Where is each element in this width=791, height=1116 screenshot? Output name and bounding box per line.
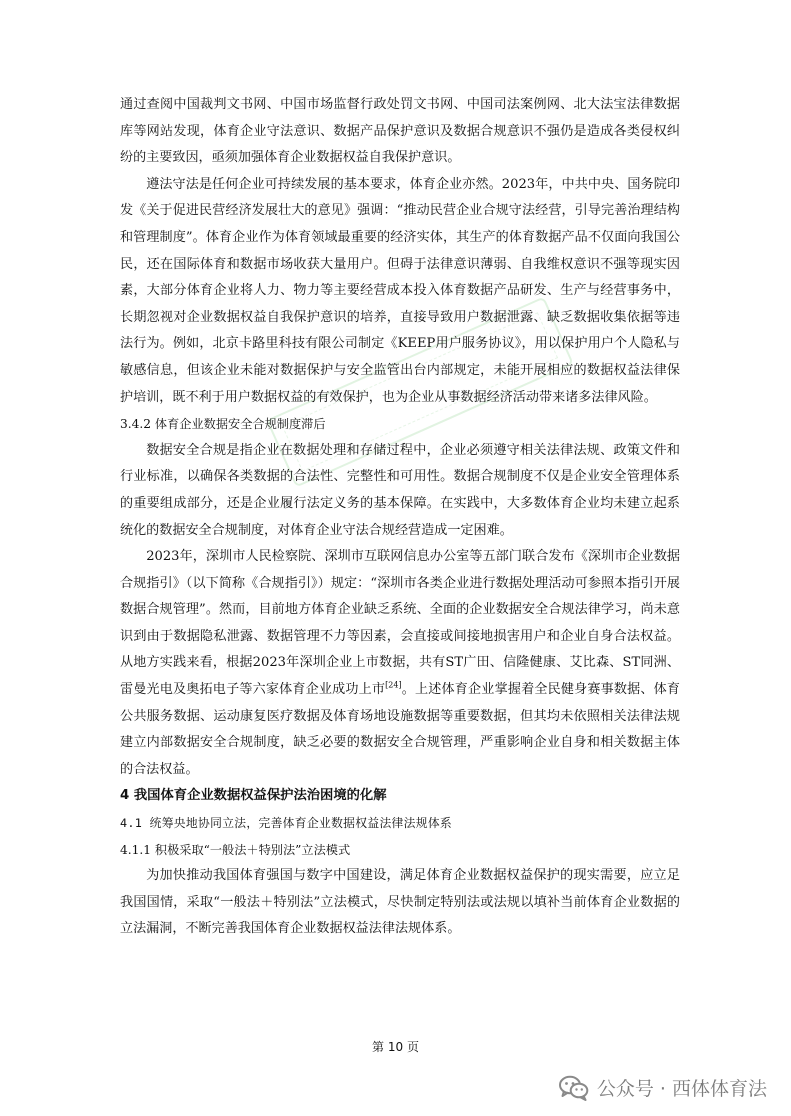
paragraph-shenzhen-guideline [120,544,680,783]
wechat-icon [559,1075,589,1101]
article-body [120,92,680,943]
paragraph-data-security: 数据安全合规是指企业在数据处理和存储过程中，企业必须遵守相关法律法规、政策文件和行业标准，以确保各类数据的合法性、完整性和可用性。数据合规制度不仅是企业安全管理体系的重要组成部分，还是企业履行法定义务的基本保障。在实践中，大多数体育企业均未建立起系统化的数据安全合规制度，对体育企业守法合规经营造成一定困难。 [120,442,680,538]
paragraph-text-part-1: 2023年，深圳市人民检察院、深圳市互联网信息办公室等五部门联合发布《深圳市企业数据合规指引》（以下简称《合规指引》）规定：“深圳市各类企业进行数据处理活动可参照本指引开展数据合规管理”。然而，目前地方体育企业缺乏系统、全面的企业数据安全合规法律学习，尚未意识到由于数据隐私泄露、数据管理不力等因素，会直接或间接地损害用户和企业自身合法权益。从地方实践来看，根据2023年深圳企业上市数据，共有ST广田、信隆健康、艾比森、ST同洲、雷曼光电及奥拓电子等六家体育企业成功上市 [120,549,680,698]
section-heading-4-1: 4.1 统筹央地协同立法，完善体育企业数据权益法律法规体系 [120,816,453,831]
account-label: 公众号 · 西体体育法 [596,1078,767,1100]
section-heading-3-4-2: 3.4.2 体育企业数据安全合规制度滞后 [120,417,326,432]
paragraph-compliance-awareness: 遵法守法是任何企业可持续发展的基本要求，体育企业亦然。2023年，中共中央、国务院印发《关于促进民营经济发展壮大的意见》强调：“推动民营企业合规守法经营，引导完善治理结构和管理制度”。体育企业作为体育领域最重要的经济实体，其生产的体育数据产品不仅面向我国公民，还在国际体育和数据市场收获大量用户。但碍于法律意识薄弱、自我维权意识不强等现实因素，大部分体育企业将人力、物力等主要经营成本投入体育数据产品研发、生产与经营事务中，长期忽视对企业数据权益自我保护意识的培养，直接导致用户数据泄露、缺乏数据收集依据等违法行为。例如，北京卡路里科技有限公司制定《KEEP用户服务协议》，用以保护用户个人隐私与敏感信息，但该企业未能对数据保护与安全监管出台内部规定，未能开展相应的数据权益法律保护培训，既不利于用户数据权益的有效保护，也为企业从事数据经济活动带来诸多法律风险。 [120,176,680,405]
wechat-account-watermark [559,1074,767,1101]
section-heading-4-1-1: 4.1.1 积极采取“一般法＋特别法”立法模式 [120,842,351,857]
section-heading-4: 4 我国体育企业数据权益保护法治困境的化解 [120,788,387,804]
paragraph-text-part-2: 。上述体育企业掌握着全民健身赛事数据、体育公共服务数据、运动康复医疗数据及体育场地设施数据等重要数据，但其均未依照相关法律法规建立内部数据安全合规制度，缺乏必要的数据安全合规管理，严重影响企业自身和相关数据主体的合法权益。 [120,682,681,777]
paragraph-intro-continued: 通过查阅中国裁判文书网、中国市场监督行政处罚文书网、中国司法案例网、北大法宝法律数据库等网站发现，体育企业守法意识、数据产品保护意识及数据合规意识不强仍是造成各类侵权纠纷的主要致因，亟须加强体育企业数据权益自我保护意识。 [120,97,680,166]
paragraph-legislation-model: 为加快推动我国体育强国与数字中国建设，满足体育企业数据权益保护的现实需要，应立足我国国情，采取“一般法＋特别法”立法模式，尽快制定特别法或法规以填补当前体育企业数据的立法漏洞，不断完善我国体育企业数据权益法律法规体系。 [120,868,680,937]
page-number: 第 10 页 [372,1040,419,1054]
reference-citation: [24] [385,680,402,690]
